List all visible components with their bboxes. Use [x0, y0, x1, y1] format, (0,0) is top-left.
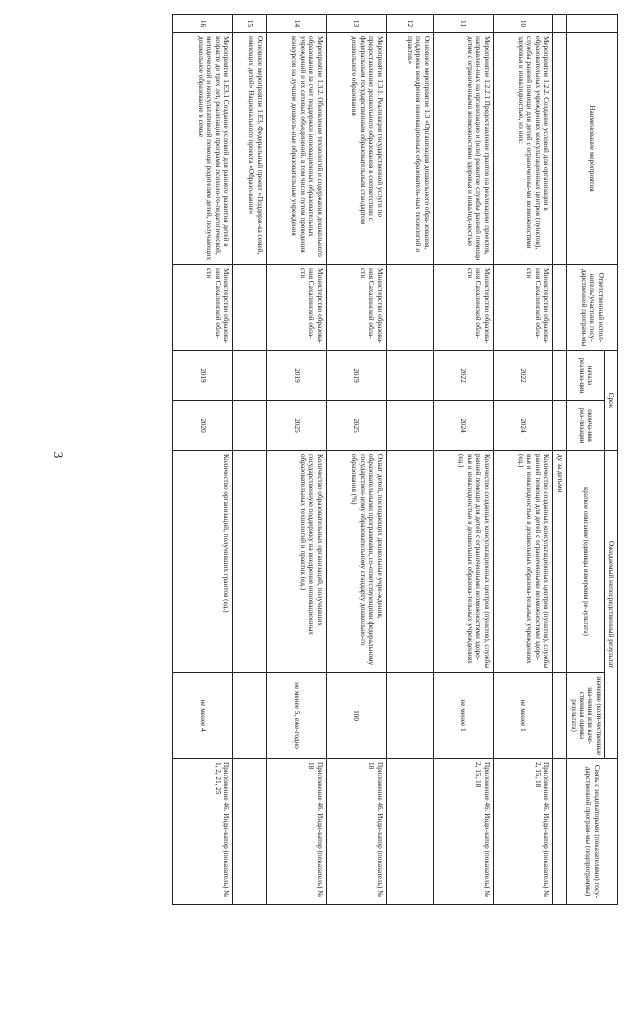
row-link: Приложение 46. Инди-катор (показатель) № 2, 15, 18 — [493, 759, 553, 905]
col-expected-desc-header: краткое описание (единицы измерения ре-зультата) — [567, 451, 604, 673]
events-table — [172, 14, 618, 905]
table-row-span — [386, 15, 433, 905]
row-responsible: Министерство образова-ния Сахалинской обла-сти — [173, 265, 233, 351]
table-row-note — [553, 15, 567, 905]
row-end: 2024 — [433, 401, 493, 451]
row-link: Приложение 46. Инди-катор (показатель) № 2, 15, 18 — [433, 759, 493, 905]
row-value: 100 — [326, 673, 386, 759]
row-value: не менее 4 — [173, 673, 233, 759]
row-link: Приложение 46. Инди-катор (показатель) № 18 — [326, 759, 386, 905]
row-desc: Количество образовательных организаций, получивших государственную поддержку на внедрение инновационных образовательных технологий и практик (ед.) — [266, 451, 326, 673]
note-cell: ду за детьми — [553, 451, 567, 673]
row-desc: Количество организаций, получивших грантов (ед.) — [173, 451, 233, 673]
row-number: 15 — [233, 15, 267, 33]
row-name: Мероприятие 1.2.2.1 Предоставление грантов на реализацию проектов, направлен-ных на организацию и (или) развитие службы ранней помощи детям с ограниченными возможностями здоровья и инвалид-ностью — [433, 33, 493, 265]
row-responsible: Министерство образова-ния Сахалинской обла-сти — [493, 265, 553, 351]
row-name: Мероприятие 1.Е3.1 Создание условий для раннего развития детей в возрасте до трех лет, реализация программ психоло-го-педагогической, методической и консультативной помощи родителям детей, получающих дошкольное образование в семье — [173, 33, 233, 265]
table-row-span — [233, 15, 267, 905]
row-value: не менее 1 — [493, 673, 553, 759]
row-value: не менее 5, еже-годно — [266, 673, 326, 759]
row-name: Мероприятие 1.2.2. Создание условий для организации в образовательных учреждениях консультационных центров (пунктов), службы ранней помощи для детей с ограниченны-ми возможностями здоровья и инвалидностью, из них: — [493, 33, 553, 265]
row-desc: Количество созданных консультационных центров (пунктов), службы ранней помощи для детей с ограниченными возможностями здоро-вья и инвалидностью в дошкольных образова-тельных учреждениях (ед.) — [493, 451, 553, 673]
table-row — [326, 15, 386, 905]
col-term-header: Срок — [604, 351, 617, 451]
row-number: 12 — [386, 15, 433, 33]
row-start: 2019 — [266, 351, 326, 401]
row-link: Приложение 46. Инди-катор (показатель) № 1, 2, 21, 25 — [173, 759, 233, 905]
row-number: 11 — [433, 15, 493, 33]
page-number: 3 — [51, 451, 66, 459]
row-end: 2025 — [326, 401, 386, 451]
row-number: 13 — [326, 15, 386, 33]
row-desc: Охват детей, посещающих дошкольные учре-ждения, образовательными программами, со-ответствующими федеральному государствен-ному образовательному стандарту дошкольно-го образования (%) — [326, 451, 386, 673]
header-row-1 — [604, 15, 617, 905]
col-term-end-header: оконча-ния реа-лизации — [567, 401, 604, 451]
col-responsible-header: Ответственный испол-нитель/участник госу-дарственной програм-мы — [567, 265, 618, 351]
row-end: 2025 — [266, 401, 326, 451]
row-responsible: Министерство образова-ния Сахалинской обла-сти — [326, 265, 386, 351]
row-start: 2019 — [173, 351, 233, 401]
col-term-start-header: начала реализа-ции — [567, 351, 604, 401]
row-start: 2022 — [433, 351, 493, 401]
table-row — [173, 15, 233, 905]
row-end: 2024 — [493, 401, 553, 451]
table-row — [266, 15, 326, 905]
table-row — [493, 15, 553, 905]
row-number: 16 — [173, 15, 233, 33]
row-end: 2020 — [173, 401, 233, 451]
row-start: 2022 — [493, 351, 553, 401]
row-name: Мероприятие 1.3.2. Обновление технологий и содержания дошкольного образования за счет поддержки инновационных образовательных учреждений и их сетевых объединений, в том числе путем проведения конкурсов на лучшие дошколь-ные образовательные учреждения — [266, 33, 326, 265]
col-expected-value-header: значение (коли-чественные зна-чения или каче-ственная оценка результата) — [567, 673, 604, 759]
col-num-header — [567, 15, 618, 33]
row-number: 14 — [266, 15, 326, 33]
row-desc: Количество созданных консультационных центров (пунктов), службы ранней помощи для детей с ограниченными возможностями здоро-вья и инвалидностью в дошкольных образова-тельных учреждениях (ед.) — [433, 451, 493, 673]
row-link: Приложение 46. Инди-катор (показатель) № 18 — [266, 759, 326, 905]
row-value: не менее 1 — [433, 673, 493, 759]
row-name: Основное мероприятие 1.Е3. Федеральный проект «Поддерж-ка семей, имеющих детей» Национального проекта «Образо-вание» — [233, 33, 267, 265]
col-name-header: Наименование мероприятия — [567, 33, 618, 265]
table-row — [433, 15, 493, 905]
row-start: 2019 — [326, 351, 386, 401]
row-name: Мероприятие 1.3.1. Реализация государственной услуги по предоставлению дошкольного образования в соответствии с федеральным государственным образовательным стандартом дошкольного образования — [326, 33, 386, 265]
col-expected-header: Ожидаемый непосредственный результат — [604, 451, 617, 759]
row-responsible: Министерство образова-ния Сахалинской обла-сти — [433, 265, 493, 351]
row-number: 10 — [493, 15, 553, 33]
row-responsible: Министерство образова-ния Сахалинской обла-сти — [266, 265, 326, 351]
rotated-table-wrapper — [172, 14, 618, 1026]
col-link-header: Связь с индикаторами (показателями) госу-дарственной програм-мы (подпрограммы) — [567, 759, 618, 905]
row-name: Основное мероприятие 1.3 «Организация дошкольного обра-зования, поддержка внедрения инновационных образователь-ных технологий и практик» — [386, 33, 433, 265]
